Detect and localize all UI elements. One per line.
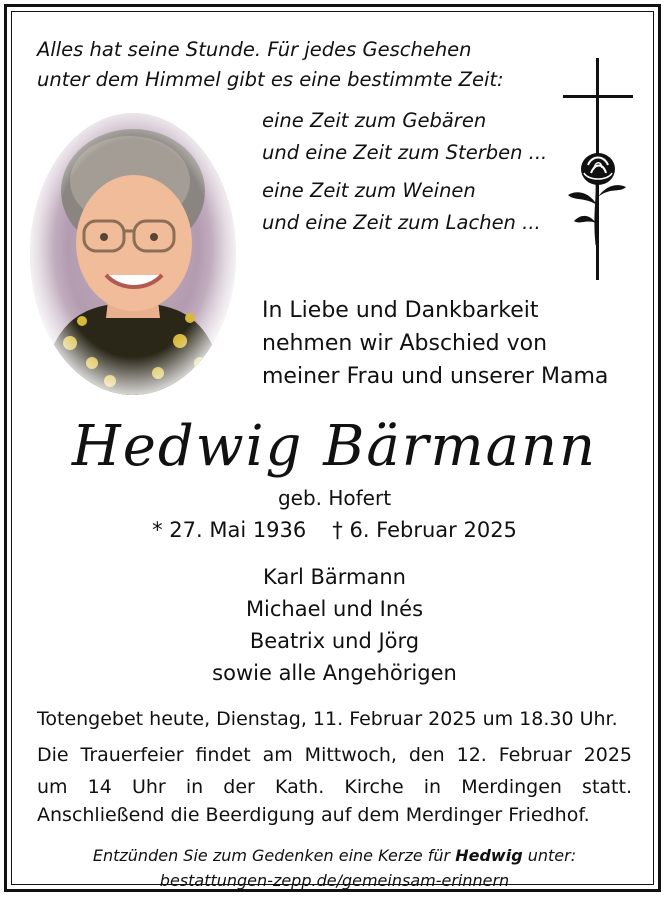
quote-line-2: unter dem Himmel gibt es eine bestimmte Zeit:: [37, 68, 504, 91]
cross-icon: [560, 55, 640, 285]
quote-line-6: und eine Zeit zum Lachen ...: [262, 211, 541, 234]
rose-icon: [568, 153, 626, 245]
funeral-line-3: Anschließend die Beerdigung auf dem Merdinger Friedhof.: [37, 804, 590, 826]
funeral-line-2: um 14 Uhr in der Kath. Kirche in Merdingen statt.: [37, 776, 632, 798]
farewell-line-2: nehmen wir Abschied von: [262, 331, 548, 356]
candle-prefix: Entzünden Sie zum Gedenken eine Kerze für: [92, 846, 451, 865]
portrait-photo: [30, 113, 236, 395]
quote-line-3: eine Zeit zum Gebären: [262, 109, 487, 132]
birth-date: * 27. Mai 1936: [152, 518, 307, 542]
mourner-line-1: Karl Bärmann: [263, 565, 406, 589]
memorial-url[interactable]: bestattungen-zepp.de/gemeinsam-erinnern: [159, 871, 510, 890]
farewell-line-3: meiner Frau und unserer Mama: [262, 364, 609, 389]
quote-line-4: und eine Zeit zum Sterben ...: [262, 141, 548, 164]
candle-text: [0, 843, 669, 869]
prayer-info: Totengebet heute, Dienstag, 11. Februar 2025 um 18.30 Uhr.: [37, 708, 618, 730]
mourner-line-4: sowie alle Angehörigen: [212, 661, 457, 685]
maiden-name: geb. Hofert: [277, 486, 392, 510]
quote-line-5: eine Zeit zum Weinen: [262, 179, 476, 202]
deceased-name: Hedwig Bärmann: [71, 414, 598, 479]
candle-suffix: unter:: [527, 846, 577, 865]
mourner-line-3: Beatrix und Jörg: [249, 629, 420, 653]
farewell-line-1: In Liebe und Dankbarkeit: [262, 298, 539, 323]
funeral-line-1: Die Trauerfeier findet am Mittwoch, den 12. Februar 2025: [37, 744, 632, 766]
candle-name: Hedwig: [455, 846, 523, 865]
mourner-line-2: Michael und Inés: [245, 597, 424, 621]
quote-line-1: Alles hat seine Stunde. Für jedes Geschehen: [37, 38, 472, 61]
life-dates: [0, 514, 669, 546]
death-date: † 6. Februar 2025: [332, 518, 517, 542]
